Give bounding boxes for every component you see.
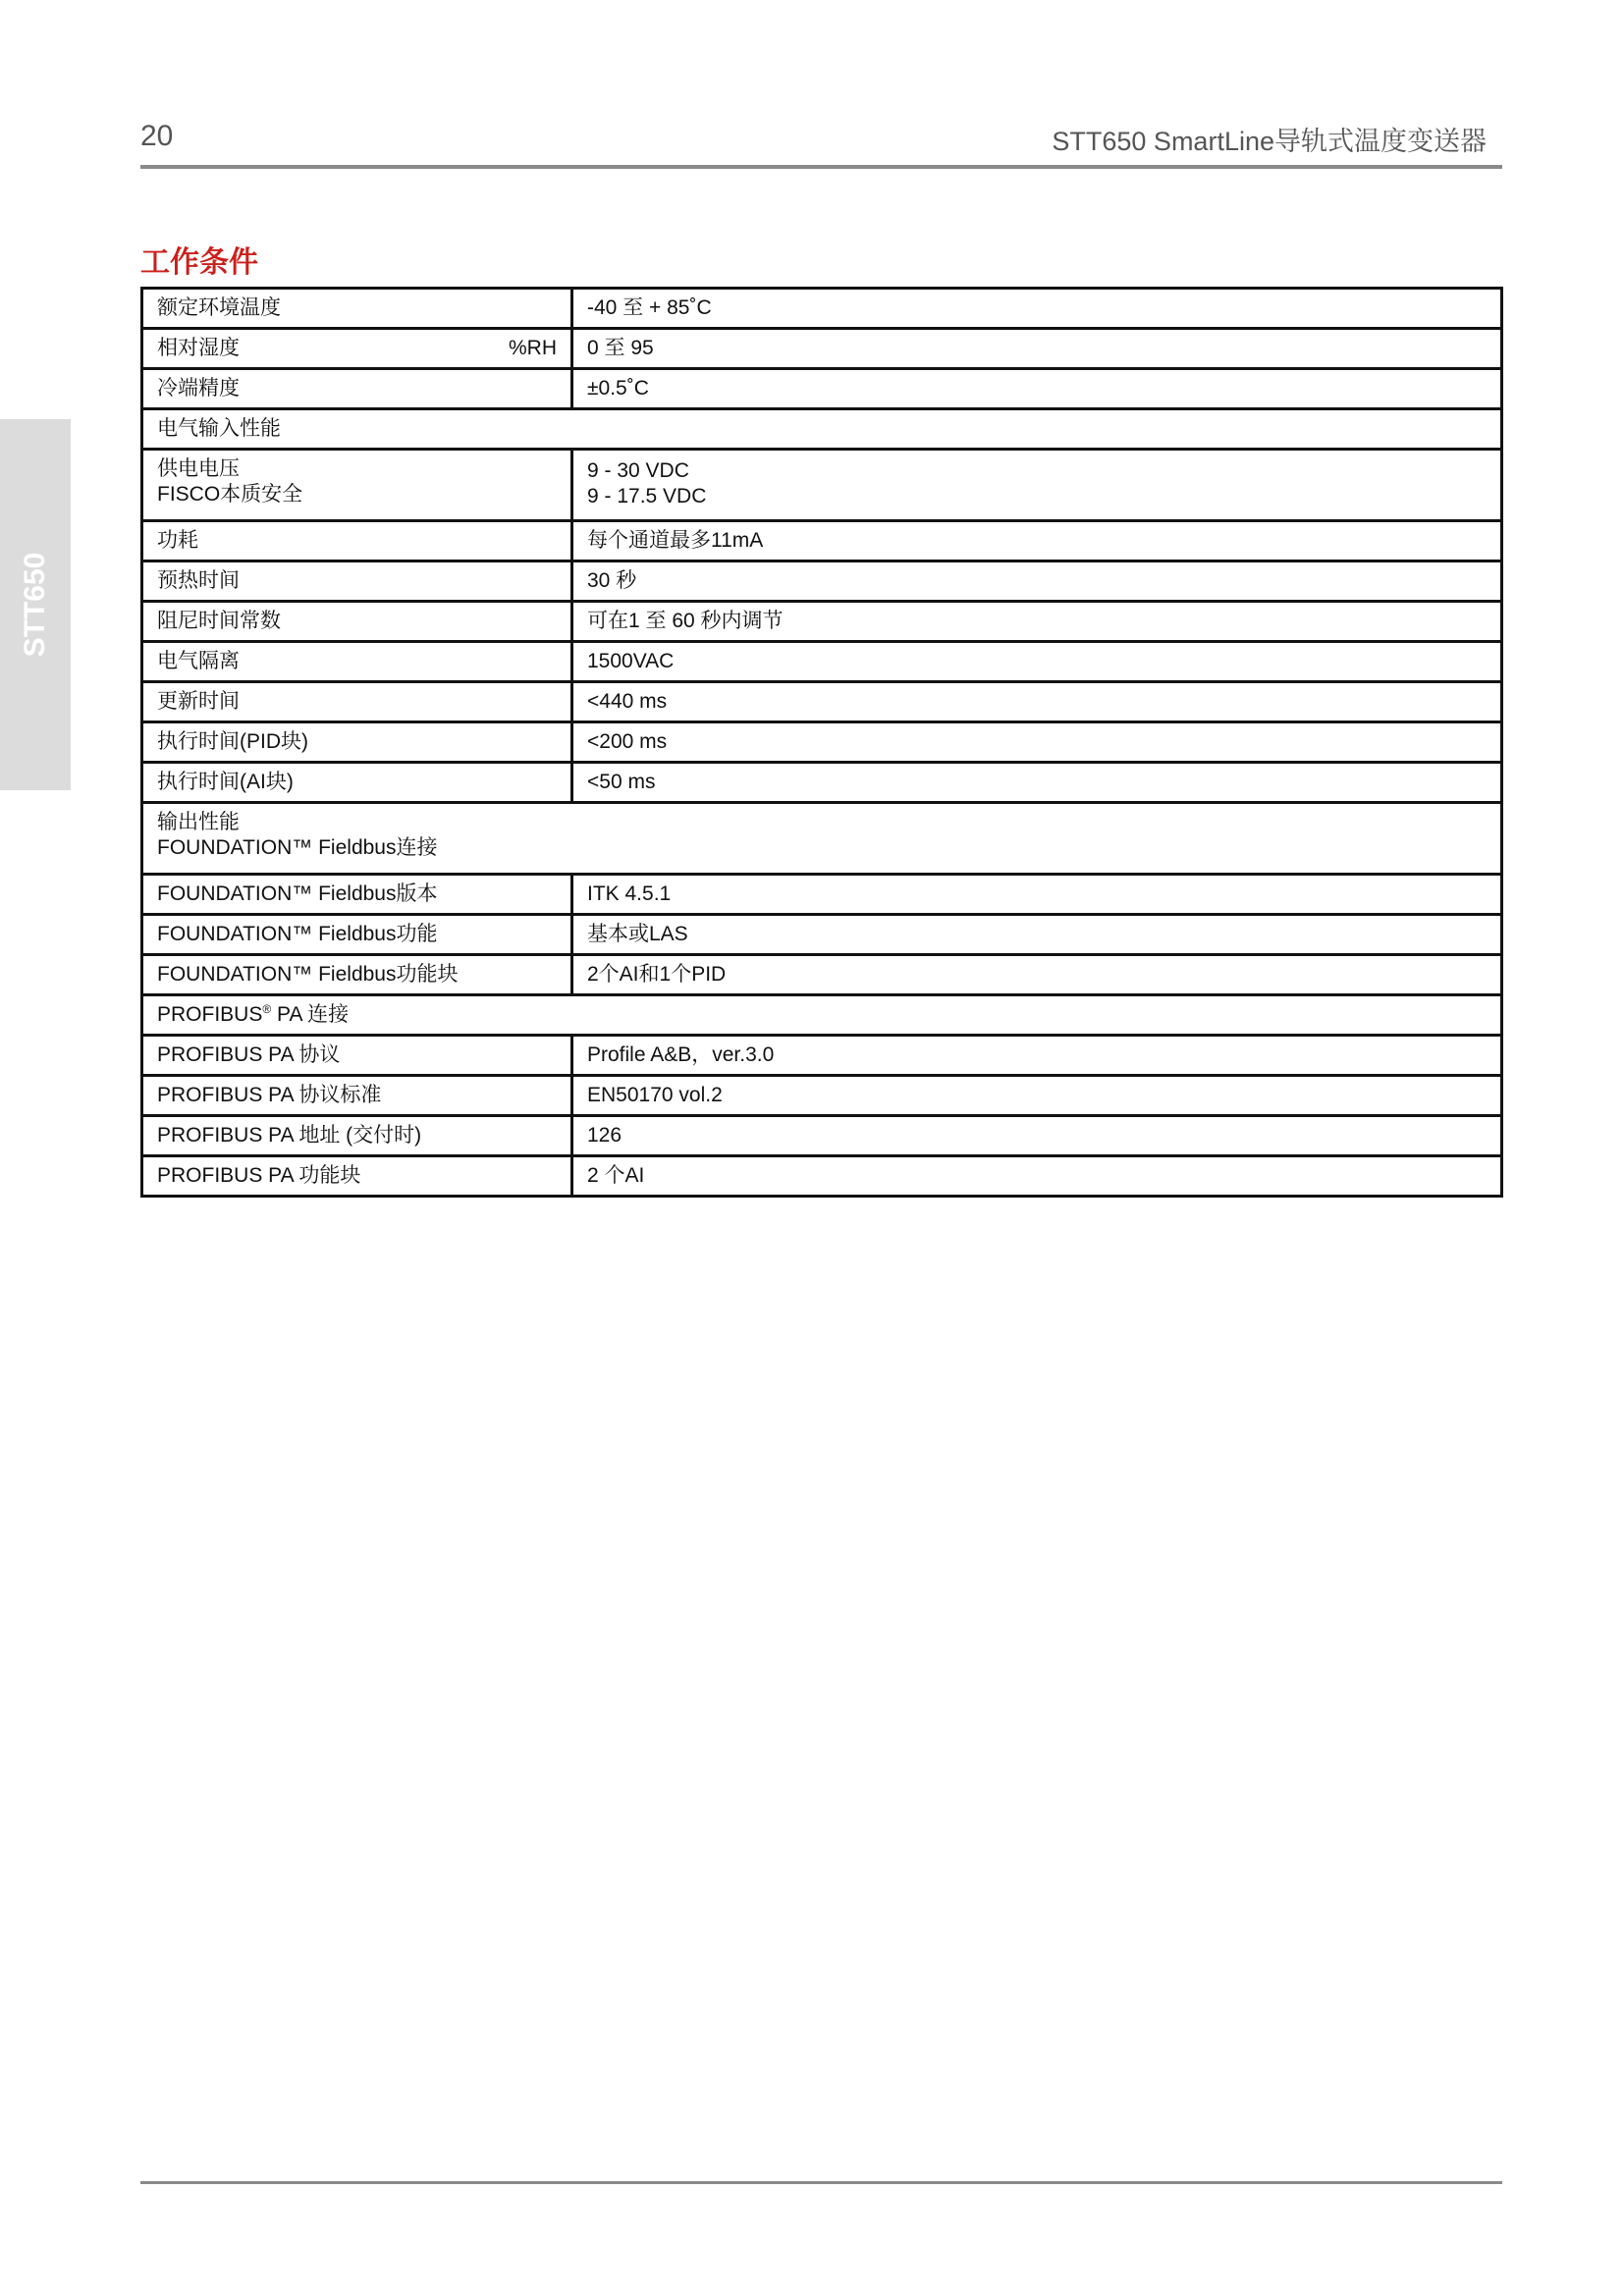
- row-label: FOUNDATION™ Fieldbus版本: [142, 875, 572, 915]
- table-section-row: [142, 409, 1502, 450]
- row-label: 功耗: [142, 521, 572, 561]
- section-header-rest: PA 连接: [271, 1003, 350, 1026]
- row-label-line: FISCO本质安全: [157, 483, 303, 506]
- table-row: [142, 369, 1502, 409]
- row-value: 0 至 95: [572, 329, 1502, 369]
- table-row: [142, 329, 1502, 369]
- table-row: [142, 955, 1502, 995]
- table-row: [142, 722, 1502, 763]
- row-value: 30 秒: [572, 561, 1502, 602]
- row-value: [572, 450, 1502, 521]
- row-value: <200 ms: [572, 722, 1502, 763]
- table-row: [142, 289, 1502, 329]
- section-header-cell: [142, 803, 1502, 875]
- row-label: 执行时间(AI块): [142, 763, 572, 803]
- section-header-cell: [142, 995, 1502, 1036]
- page-number: 20: [140, 120, 174, 152]
- row-value: 每个通道最多11mA: [572, 521, 1502, 561]
- row-value: 126: [572, 1116, 1502, 1156]
- row-label: FOUNDATION™ Fieldbus功能块: [142, 955, 572, 995]
- row-label: PROFIBUS PA 协议: [142, 1036, 572, 1076]
- section-title: 工作条件: [140, 246, 258, 279]
- section-header-line: FOUNDATION™ Fieldbus连接: [157, 836, 438, 859]
- row-label: 阻尼时间常数: [142, 602, 572, 642]
- table-row: [142, 521, 1502, 561]
- row-value: Profile A&B，ver.3.0: [572, 1036, 1502, 1076]
- row-value: <440 ms: [572, 682, 1502, 722]
- side-tab-label: STT650: [19, 552, 51, 658]
- specification-table: [140, 287, 1503, 1198]
- row-label: 更新时间: [142, 682, 572, 722]
- row-label-line: 供电电压: [157, 457, 240, 480]
- row-label: PROFIBUS PA 协议标准: [142, 1076, 572, 1116]
- row-label-text: 相对湿度: [157, 337, 240, 359]
- table-row: [142, 1036, 1502, 1076]
- row-value: ±0.5˚C: [572, 369, 1502, 409]
- row-label: FOUNDATION™ Fieldbus功能: [142, 915, 572, 955]
- row-label: [142, 329, 572, 369]
- header-divider: [140, 165, 1502, 169]
- table-row: [142, 1156, 1502, 1197]
- row-label-unit: %RH: [508, 337, 557, 359]
- section-header-main: PROFIBUS: [157, 1003, 263, 1026]
- row-label: 额定环境温度: [142, 289, 572, 329]
- table-row: [142, 450, 1502, 521]
- table-row: [142, 763, 1502, 803]
- row-value: ITK 4.5.1: [572, 875, 1502, 915]
- side-tab: [0, 419, 71, 790]
- row-label: PROFIBUS PA 地址 (交付时): [142, 1116, 572, 1156]
- row-label: 冷端精度: [142, 369, 572, 409]
- row-value-line: 9 - 30 VDC: [587, 459, 689, 482]
- table-section-row: [142, 803, 1502, 875]
- table-row: [142, 915, 1502, 955]
- table-row: [142, 1076, 1502, 1116]
- row-value: EN50170 vol.2: [572, 1076, 1502, 1116]
- row-label: 电气隔离: [142, 642, 572, 682]
- table-row: [142, 642, 1502, 682]
- section-header-cell: 电气输入性能: [142, 409, 1502, 450]
- section-header-line: 输出性能: [157, 811, 240, 833]
- table-row: [142, 1116, 1502, 1156]
- row-value: <50 ms: [572, 763, 1502, 803]
- row-value: 可在1 至 60 秒内调节: [572, 602, 1502, 642]
- row-value: -40 至 + 85˚C: [572, 289, 1502, 329]
- row-label: PROFIBUS PA 功能块: [142, 1156, 572, 1197]
- row-label: [142, 450, 572, 521]
- row-label: 执行时间(PID块): [142, 722, 572, 763]
- table-row: [142, 682, 1502, 722]
- table-row: [142, 875, 1502, 915]
- document-title: STT650 SmartLine导轨式温度变送器: [1052, 127, 1487, 156]
- row-value-line: 9 - 17.5 VDC: [587, 485, 707, 507]
- row-value: 2 个AI: [572, 1156, 1502, 1197]
- footer-divider: [140, 2181, 1502, 2184]
- row-value: 2个AI和1个PID: [572, 955, 1502, 995]
- table-row: [142, 602, 1502, 642]
- row-value: 基本或LAS: [572, 915, 1502, 955]
- table-row: [142, 561, 1502, 602]
- row-value: 1500VAC: [572, 642, 1502, 682]
- row-label: 预热时间: [142, 561, 572, 602]
- table-section-row: [142, 995, 1502, 1036]
- registered-mark: ®: [262, 1002, 272, 1016]
